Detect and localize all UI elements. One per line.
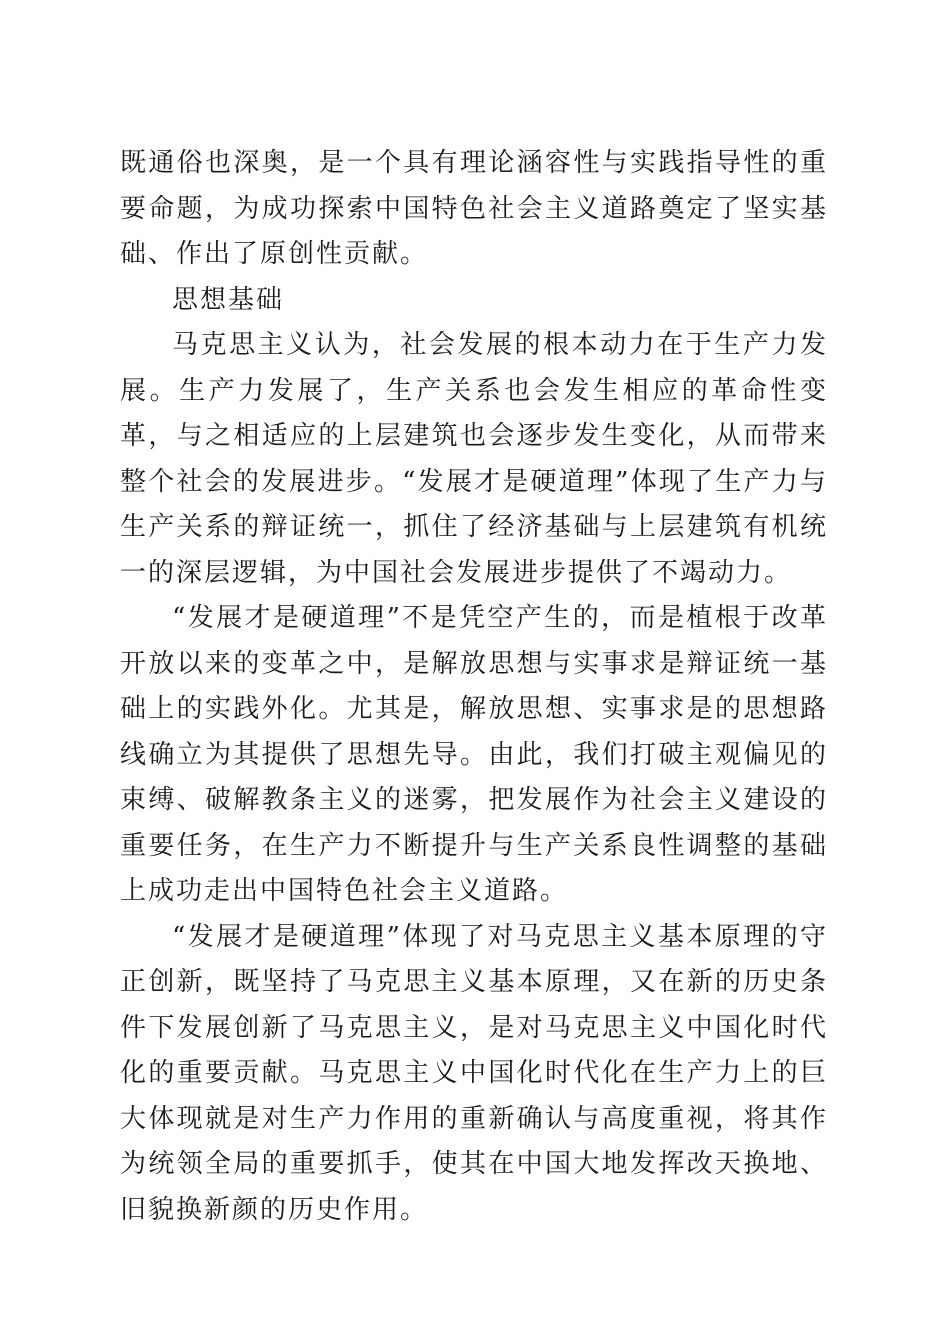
section-heading: 思想基础 (172, 284, 285, 315)
body-paragraph-1: 马克思主义认为，社会发展的根本动力在于生产力发展。生产力发展了，生产关系也会发生相应的革命性变革，与之相适应的上层建筑也会逐步发生变化，从而带来整个社会的发展进步。“发展才是硬道理”体现了生产力与生产关系的辩证统一，抓住了经济基础与上层建筑有机统一的深层逻辑，为中国社会发展进步提供了不竭动力。 (120, 330, 828, 588)
document-body (120, 141, 828, 1233)
continuation-paragraph: 既通俗也深奥，是一个具有理论涵容性与实践指导性的重要命题，为成功探索中国特色社会主义道路奠定了坚实基础、作出了原创性贡献。 (120, 148, 828, 269)
body-paragraph-3: “发展才是硬道理”体现了对马克思主义基本原理的守正创新，既坚持了马克思主义基本原理，又在新的历史条件下发展创新了马克思主义，是对马克思主义中国化时代化的重要贡献。马克思主义中国化时代化在生产力上的巨大体现就是对生产力作用的重新确认与高度重视，将其作为统领全局的重要抓手，使其在中国大地发挥改天换地、旧貌换新颜的历史作用。 (120, 921, 828, 1225)
body-paragraph-2: “发展才是硬道理”不是凭空产生的，而是植根于改革开放以来的变革之中，是解放思想与实事求是辩证统一基础上的实践外化。尤其是，解放思想、实事求是的思想路线确立为其提供了思想先导。由此，我们打破主观偏见的束缚、破解教条主义的迷雾，把发展作为社会主义建设的重要任务，在生产力不断提升与生产关系良性调整的基础上成功走出中国特色社会主义道路。 (120, 603, 828, 906)
